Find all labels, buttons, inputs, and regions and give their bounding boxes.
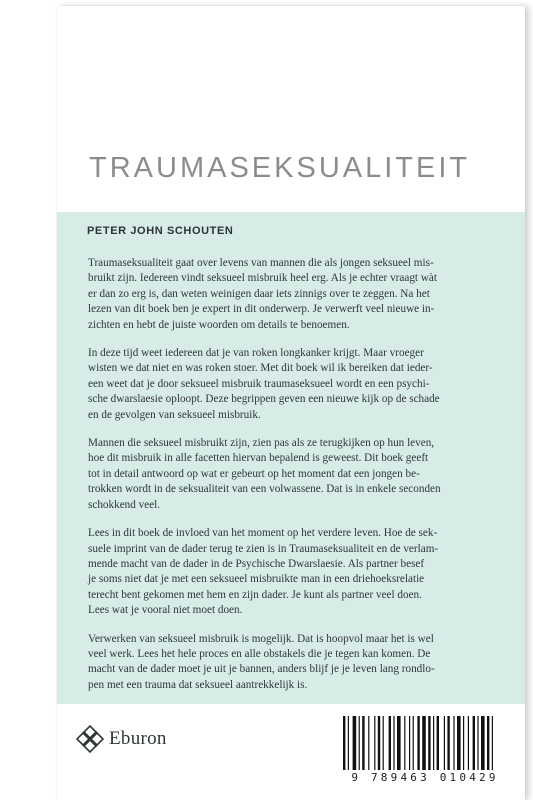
barcode-bar bbox=[374, 716, 375, 770]
barcode-bar bbox=[468, 716, 469, 770]
blurb-text bbox=[88, 256, 492, 706]
blurb-line: Lees in dit boek de invloed van het moment op het verdere leven. Hoe de sek- bbox=[88, 527, 438, 540]
blurb-line: In deze tijd weet iedereen dat je van roken longkanker krijgt. Maar vroeger bbox=[88, 347, 424, 360]
blurb-line: veel werk. Lees het hele proces en alle obstakels die je tegen kan komen. De bbox=[88, 647, 431, 660]
barcode-bar bbox=[453, 716, 454, 770]
barcode-bar bbox=[404, 716, 405, 770]
barcode-bar bbox=[353, 716, 357, 770]
blurb-line: lezen van dit boek ben je expert in dit onderwerp. Je verwerft veel nieuwe in- bbox=[88, 303, 435, 316]
barcode-bar bbox=[378, 716, 380, 770]
publisher-logo bbox=[75, 724, 167, 754]
barcode-bar bbox=[444, 716, 445, 770]
book-back-cover bbox=[57, 6, 525, 800]
barcode-bar bbox=[433, 716, 434, 770]
blurb-line: suele imprint van de dader terug te zien is in Traumaseksualiteit en de verlam- bbox=[88, 542, 439, 555]
barcode-bar bbox=[437, 716, 439, 770]
barcode-bar bbox=[359, 716, 360, 770]
barcode-bar bbox=[477, 716, 478, 770]
publisher-name: Eburon bbox=[109, 728, 167, 749]
blurb-line: hoe dit misbruik in alle facetten hiervan bepalend is geweest. Dit boek geeft bbox=[88, 452, 429, 465]
blurb-line: een weet dat je door seksueel misbruik traumaseksueel wordt en een psychi- bbox=[88, 377, 430, 390]
eburon-logo-icon bbox=[75, 724, 105, 754]
blurb-line: bruikt zijn. Iedereen vindt seksueel misbruik heel erg. Als je echter vraagt wàt bbox=[88, 272, 437, 285]
barcode-bar bbox=[362, 716, 364, 770]
blurb-line: je soms niet dat je met een seksueel misbruikte man in een driehoeksrelatie bbox=[88, 573, 425, 586]
barcode-bar bbox=[417, 716, 419, 770]
barcode-bar bbox=[457, 716, 461, 770]
blurb-line: macht van de dader moet je uit je bannen, anders blijf je je leven lang rondlo- bbox=[88, 663, 435, 676]
barcode-bar bbox=[413, 716, 414, 770]
book-title: TRAUMASEKSUALITEIT bbox=[89, 152, 471, 184]
blurb-line: Verwerken van seksueel misbruik is mogelijk. Dat is hoopvol maar het is wel bbox=[88, 632, 434, 645]
blurb-paragraph bbox=[88, 436, 492, 513]
barcode-bar bbox=[481, 716, 485, 770]
barcode-bar bbox=[447, 716, 449, 770]
blurb-paragraph bbox=[88, 632, 492, 694]
author-name: PETER JOHN SCHOUTEN bbox=[87, 225, 234, 237]
barcode-bar bbox=[383, 716, 384, 770]
isbn-number: 9 789463 010429 bbox=[351, 771, 499, 784]
blurb-line: Traumaseksualiteit gaat over levens van mannen die als jongen seksueel mis- bbox=[88, 257, 434, 269]
blurb-line: schokkend veel. bbox=[88, 498, 161, 511]
blurb-paragraph bbox=[88, 256, 492, 333]
blurb-paragraph bbox=[88, 346, 492, 423]
blurb-line: Mannen die seksueel misbruikt zijn, zien pas als ze terugkijken op hun leven, bbox=[88, 437, 435, 450]
isbn-barcode bbox=[337, 710, 513, 790]
barcode-bar bbox=[473, 716, 475, 770]
blurb-line: tot in detail antwoord op wat er gebeurt op het moment dat een jongen be- bbox=[88, 467, 420, 480]
blurb-line: mende macht van de dader in de Psychische Dwarslaesie. Als partner besef bbox=[88, 557, 425, 570]
barcode-bar bbox=[492, 716, 493, 770]
barcode-bar bbox=[409, 716, 410, 770]
blurb-paragraph bbox=[88, 526, 492, 618]
blurb-line: en de gevolgen van seksueel misbruik. bbox=[88, 408, 261, 421]
blurb-line: sche dwarslaesie oploopt. Deze begrippen geven een nieuwe kijk op de schade bbox=[88, 393, 440, 406]
blurb-line: zichten en hebt de juiste woorden om details te benoemen. bbox=[88, 318, 350, 331]
blurb-line: trokken wordt in de seksualiteit van een volwassene. Dat is in enkele seconden bbox=[88, 483, 441, 496]
barcode-bar bbox=[487, 716, 489, 770]
blurb-line: terecht bent gekomen met hem en zijn dader. Je kunt als partner veel doen. bbox=[88, 588, 422, 601]
barcode-bar bbox=[343, 716, 345, 770]
barcode-bar bbox=[348, 716, 349, 770]
barcode-bar bbox=[393, 716, 394, 770]
blurb-line: er dan zo erg is, dan weten weinigen daar iets zinnigs over te zeggen. Na het bbox=[88, 287, 430, 300]
barcode-bar bbox=[463, 716, 464, 770]
barcode-bar bbox=[368, 716, 369, 770]
blurb-line: Lees wat je vooral niet moet doen. bbox=[88, 604, 243, 617]
barcode-bar bbox=[397, 716, 401, 770]
barcode-bar bbox=[389, 716, 391, 770]
blurb-line: pen met een trauma dat seksueel aantrekkelijk is. bbox=[88, 678, 308, 691]
barcode-bars bbox=[343, 716, 507, 770]
barcode-bar bbox=[428, 716, 430, 770]
blurb-line: wisten we dat niet en was roken stoer. Met dit boek wil ik bereiken dat ieder- bbox=[88, 362, 433, 375]
barcode-bar bbox=[422, 716, 426, 770]
